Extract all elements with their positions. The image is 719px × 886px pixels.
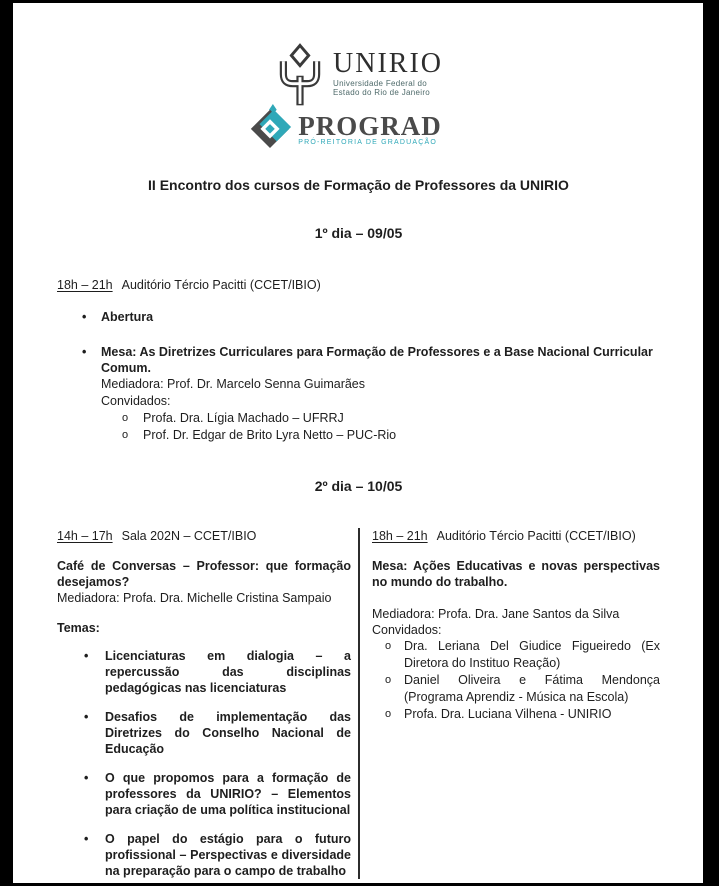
day2-right-guests-label: Convidados: [372, 623, 442, 637]
circle-bullet-icon [122, 410, 143, 427]
day2-right-mediator: Mediadora: Profa. Dra. Jane Santos da Silva [372, 607, 620, 621]
day2-left-session-location: Sala 202N – CCET/IBIO [121, 529, 257, 543]
guest-item [385, 672, 660, 706]
document-title: II Encontro dos cursos de Formação de Professores da UNIRIO [148, 177, 569, 193]
circle-bullet-icon [122, 427, 143, 444]
day2-guest-2: Daniel Oliveira e Fátima Mendonça (Programa Aprendiz - Música na Escola) [404, 673, 660, 704]
prograd-subtitle: PRÓ-REITORIA DE GRADUAÇÃO [298, 138, 438, 146]
day2-guest-3: Profa. Dra. Luciana Vilhena - UNIRIO [404, 707, 612, 721]
theme-item [84, 709, 351, 757]
day1-guest-1: Profa. Dra. Lígia Machado – UFRRJ [143, 411, 344, 425]
day1-item-abertura-label: Abertura [101, 310, 154, 324]
prograd-logo [247, 102, 442, 155]
theme-item [84, 648, 351, 696]
day2-right-title: Mesa: Ações Educativas e novas perspectivas no mundo do trabalho. [372, 559, 660, 589]
day2-left-title: Café de Conversas – Professor: que formação desejamos? [57, 559, 351, 589]
day1-mesa-guests-label: Convidados: [101, 394, 171, 408]
unirio-subtitle-line1: Universidade Federal do [333, 79, 428, 88]
day1-heading: 1º dia – 09/05 [314, 225, 403, 241]
guest-item [385, 638, 660, 672]
day2-left-column [57, 528, 358, 879]
unirio-subtitle-line2: Estado do Rio de Janeiro [333, 88, 431, 97]
bullet-icon [82, 309, 101, 325]
theme-item [84, 770, 351, 818]
day2-heading: 2º dia – 10/05 [314, 478, 403, 494]
bullet-icon [84, 831, 105, 879]
day1-guest-item [122, 410, 659, 427]
bullet-icon [82, 344, 101, 444]
header-logos [57, 41, 660, 155]
unirio-wordmark [333, 41, 443, 97]
day2-left-themes-label: Temas: [57, 621, 100, 635]
prograd-wordmark [298, 112, 442, 146]
theme-1: Licenciaturas em dialogia – a repercussão das disciplinas pedagógicas nas licenciaturas [105, 649, 351, 695]
circle-bullet-icon [385, 638, 404, 672]
day2-right-session-location: Auditório Tércio Pacitti (CCET/IBIO) [436, 529, 636, 543]
day2-left-session-time: 14h – 17h [57, 529, 113, 543]
theme-item [84, 831, 351, 879]
day2-guest-1: Dra. Leriana Del Giudice Figueiredo (Ex Diretora do Instituo Reação) [404, 639, 660, 670]
bullet-icon [84, 709, 105, 757]
day2-left-mediator: Mediadora: Profa. Dra. Michelle Cristina Sampaio [57, 591, 332, 605]
day1-session-line [57, 277, 660, 293]
day1-guest-2: Prof. Dr. Edgar de Brito Lyra Netto – PUC-Rio [143, 428, 397, 442]
unirio-name: UNIRIO [333, 48, 443, 79]
day2-right-session-line [372, 528, 660, 544]
day1-guest-item [122, 427, 659, 444]
day1-item-mesa [82, 344, 660, 444]
day2-right-column [358, 528, 660, 879]
day1-mesa-mediator: Mediadora: Prof. Dr. Marcelo Senna Guimarães [101, 377, 366, 391]
bullet-icon [84, 648, 105, 696]
circle-bullet-icon [385, 672, 404, 706]
day2-columns [57, 528, 660, 879]
day1-session-time: 18h – 21h [57, 278, 113, 292]
prograd-name: PROGRAD [298, 110, 442, 141]
day1-item-abertura [82, 309, 660, 325]
day2-left-session-line [57, 528, 351, 544]
theme-3: O que propomos para a formação de professores da UNIRIO? – Elementos para criação de uma política institucional [105, 771, 351, 817]
document-page [13, 3, 703, 883]
day1-mesa-title: Mesa: As Diretrizes Curriculares para Formação de Professores e a Base Nacional Curricular Comum. [101, 345, 653, 375]
guest-item [385, 706, 660, 723]
bullet-icon [84, 770, 105, 818]
circle-bullet-icon [385, 706, 404, 723]
prograd-diamond-icon [247, 102, 293, 155]
day1-session-location: Auditório Tércio Pacitti (CCET/IBIO) [121, 278, 321, 292]
theme-4: O papel do estágio para o futuro profissional – Perspectivas e diversidade na preparação para o campo de trabalho [105, 832, 351, 878]
day2-right-session-time: 18h – 21h [372, 529, 428, 543]
theme-2: Desafios de implementação das Diretrizes do Conselho Nacional de Educação [105, 710, 351, 756]
